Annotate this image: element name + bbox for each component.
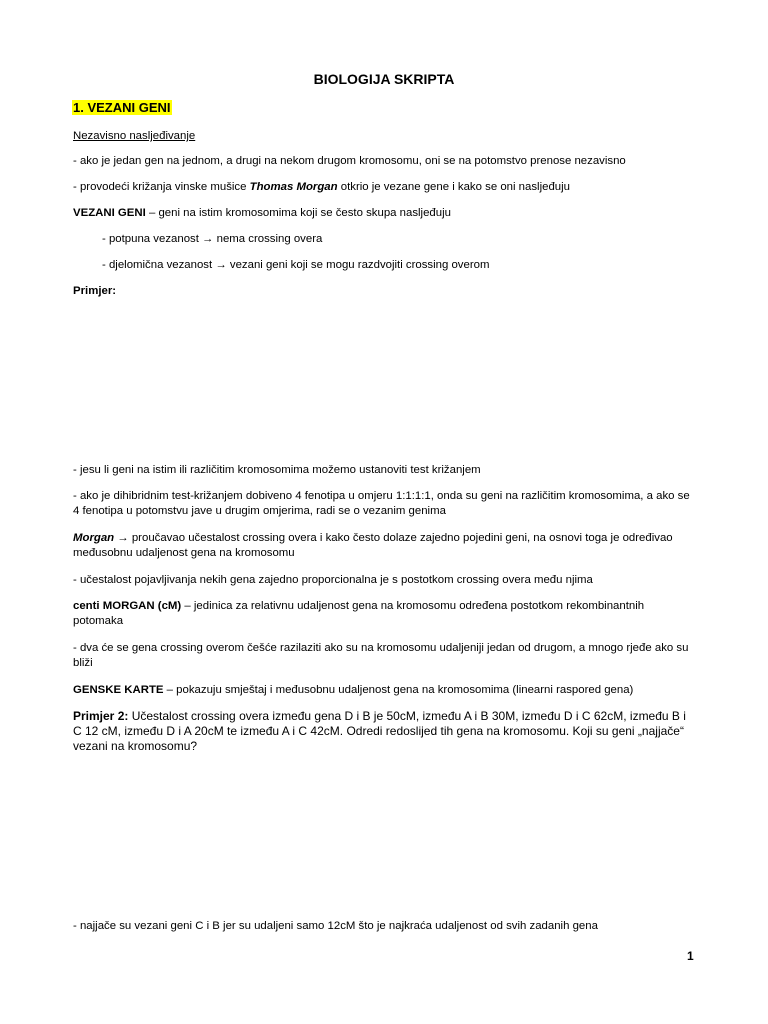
definition-centimorgan	[73, 599, 693, 629]
section-heading: 1. VEZANI GENI	[73, 100, 171, 115]
definition-linked-genes	[73, 206, 451, 221]
definition: – jedinica za relativnu udaljenost gena na kromosomu određena postotkom rekombinantnih potomaka	[73, 600, 645, 627]
list-item: - potpuna vezanost → nema crossing overa	[102, 233, 323, 245]
paragraph-morgan-discovery	[73, 180, 570, 195]
paragraph-frequency: - učestalost pojavljivanja nekih gena zajedno proporcionalna je s postotkom crossing overa među njima	[73, 574, 593, 586]
term: GENSKE KARTE	[73, 684, 164, 696]
paragraph-answer: - najjače su vezani geni C i B jer su udaljeni samo 12cM što je najkraća udaljenost od svih zadanih gena	[73, 920, 598, 932]
paragraph-distance: - dva će se gena crossing overom češće razilaziti ako su na kromosomu udaljeniji jedan od drugom, a mnogo rjeđe ako su bliži	[73, 642, 689, 669]
list-item: - djelomična vezanost → vezani geni koji se mogu razdvojiti crossing overom	[102, 259, 490, 271]
example-2	[73, 709, 693, 754]
term: centi MORGAN (cM)	[73, 600, 182, 612]
text: - provodeći križanja vinske mušice	[73, 181, 250, 193]
term: Primjer 2:	[73, 709, 129, 723]
term: VEZANI GENI	[73, 207, 146, 219]
paragraph-dihybrid: - ako je dihibridnim test-križanjem dobiveno 4 fenotipa u omjeru 1:1:1:1, onda su geni na različitim kromosomima, a ako se 4 fenotipa u potomstvu jave u drugim omjerima, radi se o vezanim genima	[73, 490, 690, 517]
paragraph-morgan-research	[73, 531, 693, 561]
definition: – geni na istim kromosomima koji se često skupa nasljeđuju	[145, 207, 451, 219]
text: otkrio je vezane gene i kako se oni nasljeđuju	[337, 181, 570, 193]
paragraph-test-cross: - jesu li geni na istim ili različitim kromosomima možemo ustanoviti test križanjem	[73, 464, 481, 476]
definition-gene-maps	[73, 683, 633, 698]
text: proučavao učestalost crossing overa i kako često dolaze zajedno pojedini geni, na osnovi toga je određivao međusobnu udaljenost gena na kromosomu	[73, 532, 673, 559]
document-title: BIOLOGIJA SKRIPTA	[313, 71, 455, 87]
text: Učestalost crossing overa između gena D i B je 50cM, između A i B 30M, između D i C 62cM, između B i C 12 cM, između D i A 20cM te između A i C 42cM. Odredi redoslijed tih gena na kromosomu. Koji su geni „najjače“ vezani na kromosomu?	[73, 709, 686, 753]
page-number: 1	[687, 949, 694, 963]
term: Morgan →	[73, 532, 129, 544]
paragraph-independent-inheritance: - ako je jedan gen na jednom, a drugi na nekom drugom kromosomu, oni se na potomstvo prenose nezavisno	[73, 155, 626, 167]
subheading: Nezavisno nasljeđivanje	[73, 130, 196, 142]
definition: – pokazuju smještaj i međusobnu udaljenost gena na kromosomima (linearni raspored gena)	[163, 684, 634, 696]
name-thomas-morgan: Thomas Morgan	[249, 181, 338, 193]
example-label: Primjer:	[73, 285, 117, 297]
